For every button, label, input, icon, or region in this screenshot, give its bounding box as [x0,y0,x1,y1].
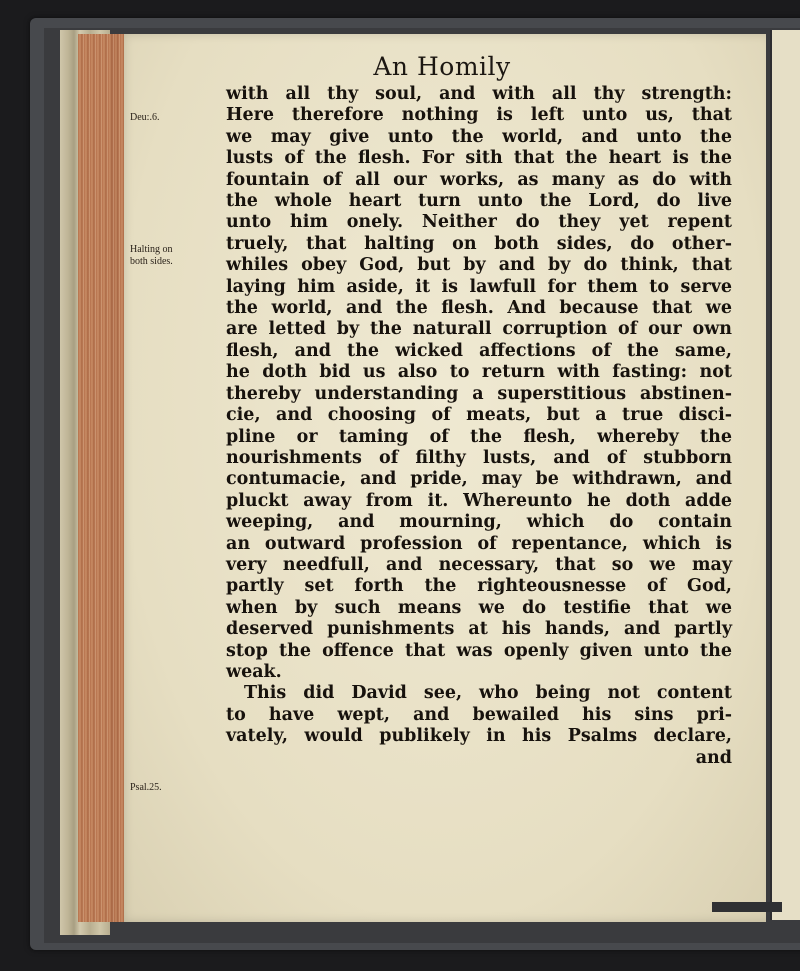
text-line: contumacie, and pride, may be withdrawn, and [226,469,732,490]
text-line: deserved punishments at his hands, and partly [226,619,732,640]
text-line: pluckt away from it. Whereunto he doth adde [226,490,732,511]
text-line: lusts of the flesh. For sith that the heart is the [226,148,732,169]
text-line: we may give unto the world, and unto the [226,126,732,147]
text-line: very needfull, and necessary, that so we may [226,554,732,575]
text-line: weeping, and mourning, which do contain [226,512,732,533]
text-line: flesh, and the wicked affections of the same, [226,340,732,361]
text-line: Here therefore nothing is left unto us, that [226,105,732,126]
body-text [226,84,732,769]
margin-note-both-sides: both sides. [130,256,173,267]
running-header: An Homily [373,52,511,81]
text-line: pline or taming of the flesh, whereby the [226,426,732,447]
facing-page-edge [770,30,800,920]
text-line: thereby understanding a superstitious abstinen- [226,383,732,404]
margin-note-halting: Halting on [130,244,173,255]
text-line: the world, and the flesh. And because that we [226,298,732,319]
margin-note-psalm: Psal.25. [130,782,162,793]
page-content [122,40,762,920]
text-line: the whole heart turn unto the Lord, do live [226,191,732,212]
text-line: fountain of all our works, as many as do with [226,169,732,190]
text-line: with all thy soul, and with all thy strength: [226,84,732,104]
text-line: partly set forth the righteousnesse of God, [226,576,732,597]
text-line: are letted by the naturall corruption of our own [226,319,732,340]
text-line: stop the offence that was openly given unto the [226,640,732,661]
text-line: when by such means we do testifie that we [226,597,732,618]
text-line: whiles obey God, but by and by do think, that [226,255,732,276]
catchword: and [695,747,732,768]
text-line: truely, that halting on both sides, do other- [226,233,732,254]
text-line: he doth bid us also to return with fasting: not [226,362,732,383]
text-line: This did David see, who being not content [244,683,732,704]
text-line: an outward profession of repentance, which is [226,533,732,554]
text-line: weak. [226,661,282,682]
page-gutter [78,34,124,922]
text-line: cie, and choosing of meats, but a true disci- [226,405,732,426]
text-line: to have wept, and bewailed his sins pri- [226,704,732,725]
text-line: nourishments of filthy lusts, and of stubborn [226,447,732,468]
text-line: laying him aside, it is lawfull for them to serve [226,276,732,297]
text-line: vately, would publikely in his Psalms declare, [226,726,732,747]
text-line: unto him onely. Neither do they yet repent [226,212,732,233]
margin-note-deut: Deu:.6. [130,112,160,123]
